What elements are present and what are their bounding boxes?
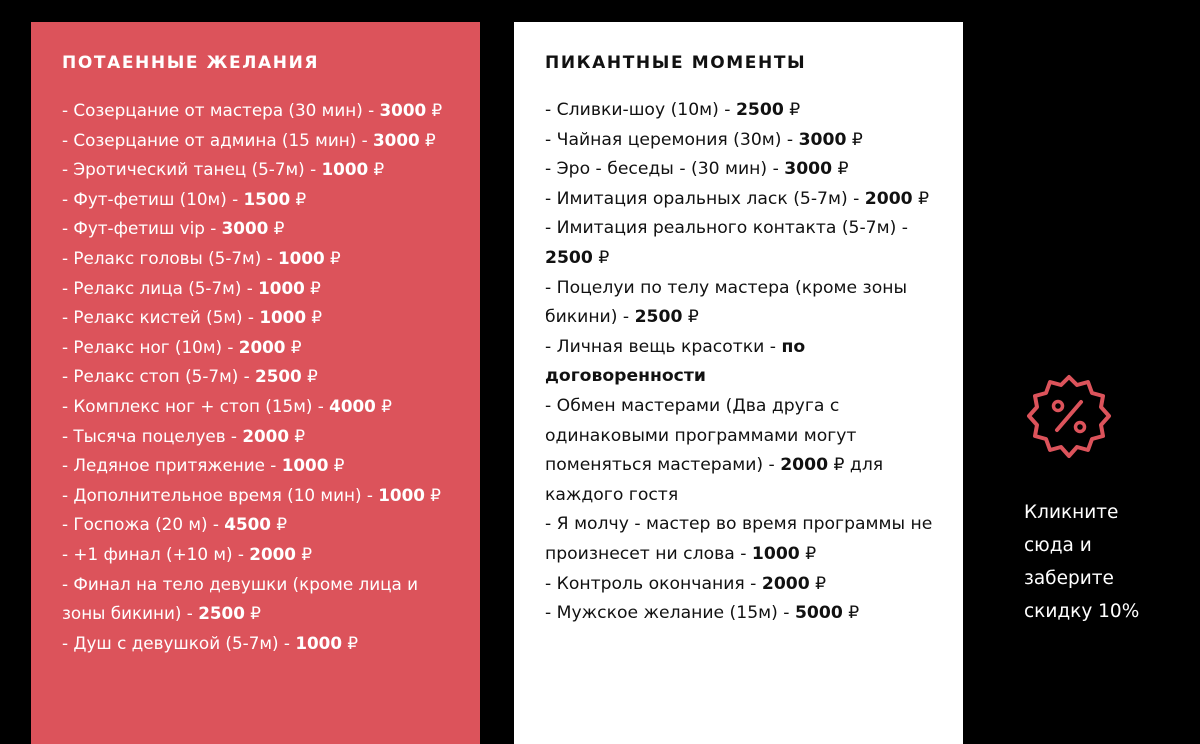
service-item <box>62 185 458 215</box>
service-item <box>62 244 458 274</box>
service-item <box>545 599 941 629</box>
service-label: - Тысяча поцелуев - <box>62 425 243 446</box>
service-price: 3000 <box>379 100 427 120</box>
service-price: 2500 <box>735 100 784 120</box>
service-price: 1000 <box>378 484 425 505</box>
currency-symbol: ₽ <box>430 484 441 505</box>
currency-symbol: ₽ <box>918 188 930 209</box>
service-item <box>62 392 458 422</box>
service-label: - Фут-фетиш vip - <box>62 218 222 239</box>
currency-symbol: ₽ <box>837 159 849 180</box>
service-price: 1000 <box>321 159 369 180</box>
service-price: 1000 <box>281 455 329 476</box>
service-item <box>62 96 458 126</box>
left-services-list <box>62 96 458 658</box>
service-price: 1000 <box>295 632 343 653</box>
service-price: 1000 <box>258 277 305 298</box>
currency-symbol: ₽ <box>425 129 436 150</box>
service-price: 1500 <box>243 188 291 209</box>
service-price: 5000 <box>794 603 843 624</box>
service-price: 2500 <box>255 366 302 387</box>
service-label: - Финал на тело девушки (кроме лица и зоны бикини) - <box>62 573 419 624</box>
service-price: 2000 <box>864 188 913 209</box>
service-price: 1000 <box>277 247 325 268</box>
service-label: - Созерцание от админа (15 мин) - <box>62 129 373 150</box>
currency-symbol: ₽ <box>833 455 845 476</box>
service-label: - Сливки-шоу (10м) - <box>545 100 736 120</box>
service-label: - Релакс лица (5-7м) - <box>62 277 259 298</box>
service-label: - Релакс кистей (5м) - <box>62 307 260 328</box>
service-item <box>545 510 941 569</box>
service-price: 2500 <box>198 603 245 624</box>
service-item <box>62 481 458 511</box>
discount-badge-icon[interactable] <box>1024 372 1114 462</box>
currency-symbol: ₽ <box>294 425 306 446</box>
service-item <box>62 422 458 452</box>
left-services-card <box>31 22 480 744</box>
currency-symbol: ₽ <box>276 514 288 535</box>
currency-symbol: ₽ <box>295 188 307 209</box>
currency-symbol: ₽ <box>815 573 827 594</box>
service-item <box>62 510 458 540</box>
currency-symbol: ₽ <box>851 129 863 150</box>
service-item <box>545 333 941 392</box>
currency-symbol: ₽ <box>330 247 341 268</box>
right-card-title: ПИКАНТНЫЕ МОМЕНТЫ <box>545 53 807 73</box>
service-price: 1000 <box>259 307 307 328</box>
currency-symbol: ₽ <box>431 100 443 120</box>
service-label: - Я молчу - мастер во время программы не произнесет ни слова - <box>545 514 933 564</box>
currency-symbol: ₽ <box>333 455 345 476</box>
service-item <box>62 362 458 392</box>
service-item <box>62 629 458 659</box>
service-item <box>545 185 941 215</box>
discount-promo-text[interactable]: Кликните сюда и заберите скидку 10% <box>1024 502 1140 622</box>
service-item <box>545 155 941 185</box>
service-item <box>545 392 941 510</box>
service-item <box>62 333 458 363</box>
service-item <box>545 96 941 126</box>
service-item <box>545 570 941 600</box>
service-item <box>62 274 458 304</box>
currency-symbol: ₽ <box>347 632 359 653</box>
service-price: 4000 <box>329 395 376 416</box>
service-price: 4500 <box>224 514 271 535</box>
service-price: 3000 <box>784 159 833 180</box>
service-label: - Ледяное притяжение - <box>62 455 282 476</box>
service-label: - Дополнительное время (10 мин) - <box>62 484 379 505</box>
service-item <box>62 214 458 244</box>
right-services-card <box>514 22 963 744</box>
service-price: 2000 <box>242 425 290 446</box>
left-card-title: ПОТАЕННЫЕ ЖЕЛАНИЯ <box>62 53 320 73</box>
service-price: 2500 <box>545 247 593 268</box>
service-label: - Обмен мастерами (Два друга с одинаковыми программами могут поменяться мастерами) - <box>545 395 857 476</box>
currency-symbol: ₽ <box>301 543 313 564</box>
service-price: 2000 <box>238 336 286 357</box>
service-label: - Фут-фетиш (10м) - <box>62 188 244 209</box>
service-label: - Имитация оральных ласк (5-7м) - <box>545 188 865 209</box>
service-item <box>545 126 941 156</box>
currency-symbol: ₽ <box>250 603 261 624</box>
service-label: - Эро - беседы - (30 мин) - <box>545 159 785 180</box>
service-item <box>62 570 458 629</box>
service-label: - Комплекс ног + стоп (15м) - <box>62 395 330 416</box>
currency-symbol: ₽ <box>789 100 801 120</box>
currency-symbol: ₽ <box>310 277 321 298</box>
service-label: - Релакс ног (10м) - <box>62 336 239 357</box>
service-label: - Поцелуи по телу мастера (кроме зоны бикини) - <box>545 277 908 328</box>
service-item <box>62 540 458 570</box>
currency-symbol: ₽ <box>598 247 610 268</box>
service-label: - +1 финал (+10 м) - <box>62 543 250 564</box>
currency-symbol: ₽ <box>848 603 860 624</box>
service-price: 1000 <box>751 543 800 564</box>
service-label: - Личная вещь красотки - <box>545 336 782 357</box>
discount-promo-link[interactable] <box>1024 372 1174 628</box>
service-label: - Релакс стоп (5-7м) - <box>62 366 256 387</box>
service-label: - Релакс головы (5-7м) - <box>62 247 278 268</box>
service-item <box>62 451 458 481</box>
service-price: по договоренности <box>545 336 806 387</box>
service-label: - Контроль окончания - <box>545 573 762 594</box>
service-label: - Мужское желание (15м) - <box>545 603 795 624</box>
service-label: - Имитация реального контакта (5-7м) - <box>545 218 908 239</box>
currency-symbol: ₽ <box>381 395 392 416</box>
service-label: - Госпожа (20 м) - <box>62 514 225 535</box>
right-services-list <box>545 96 941 629</box>
service-item <box>62 155 458 185</box>
currency-symbol: ₽ <box>307 366 318 387</box>
service-label: - Эротический танец (5-7м) - <box>62 159 322 180</box>
service-item <box>62 303 458 333</box>
service-label: - Чайная церемония (30м) - <box>545 129 799 150</box>
service-label: - Душ с девушкой (5-7м) - <box>62 632 296 653</box>
service-label: - Созерцание от мастера (30 мин) - <box>62 100 380 120</box>
service-price: 3000 <box>372 129 420 150</box>
currency-symbol: ₽ <box>373 159 385 180</box>
service-item <box>545 214 941 273</box>
service-item <box>62 126 458 156</box>
service-price: 2500 <box>634 307 683 328</box>
currency-symbol: ₽ <box>290 336 302 357</box>
service-price: 2000 <box>249 543 296 564</box>
currency-symbol: ₽ <box>273 218 285 239</box>
service-price: 2000 <box>780 455 829 476</box>
service-suffix: для каждого гостя <box>545 455 884 505</box>
currency-symbol: ₽ <box>687 307 699 328</box>
currency-symbol: ₽ <box>311 307 323 328</box>
currency-symbol: ₽ <box>805 543 817 564</box>
service-price: 3000 <box>798 129 847 150</box>
service-price: 3000 <box>221 218 269 239</box>
service-price: 2000 <box>761 573 810 594</box>
service-item <box>545 274 941 333</box>
